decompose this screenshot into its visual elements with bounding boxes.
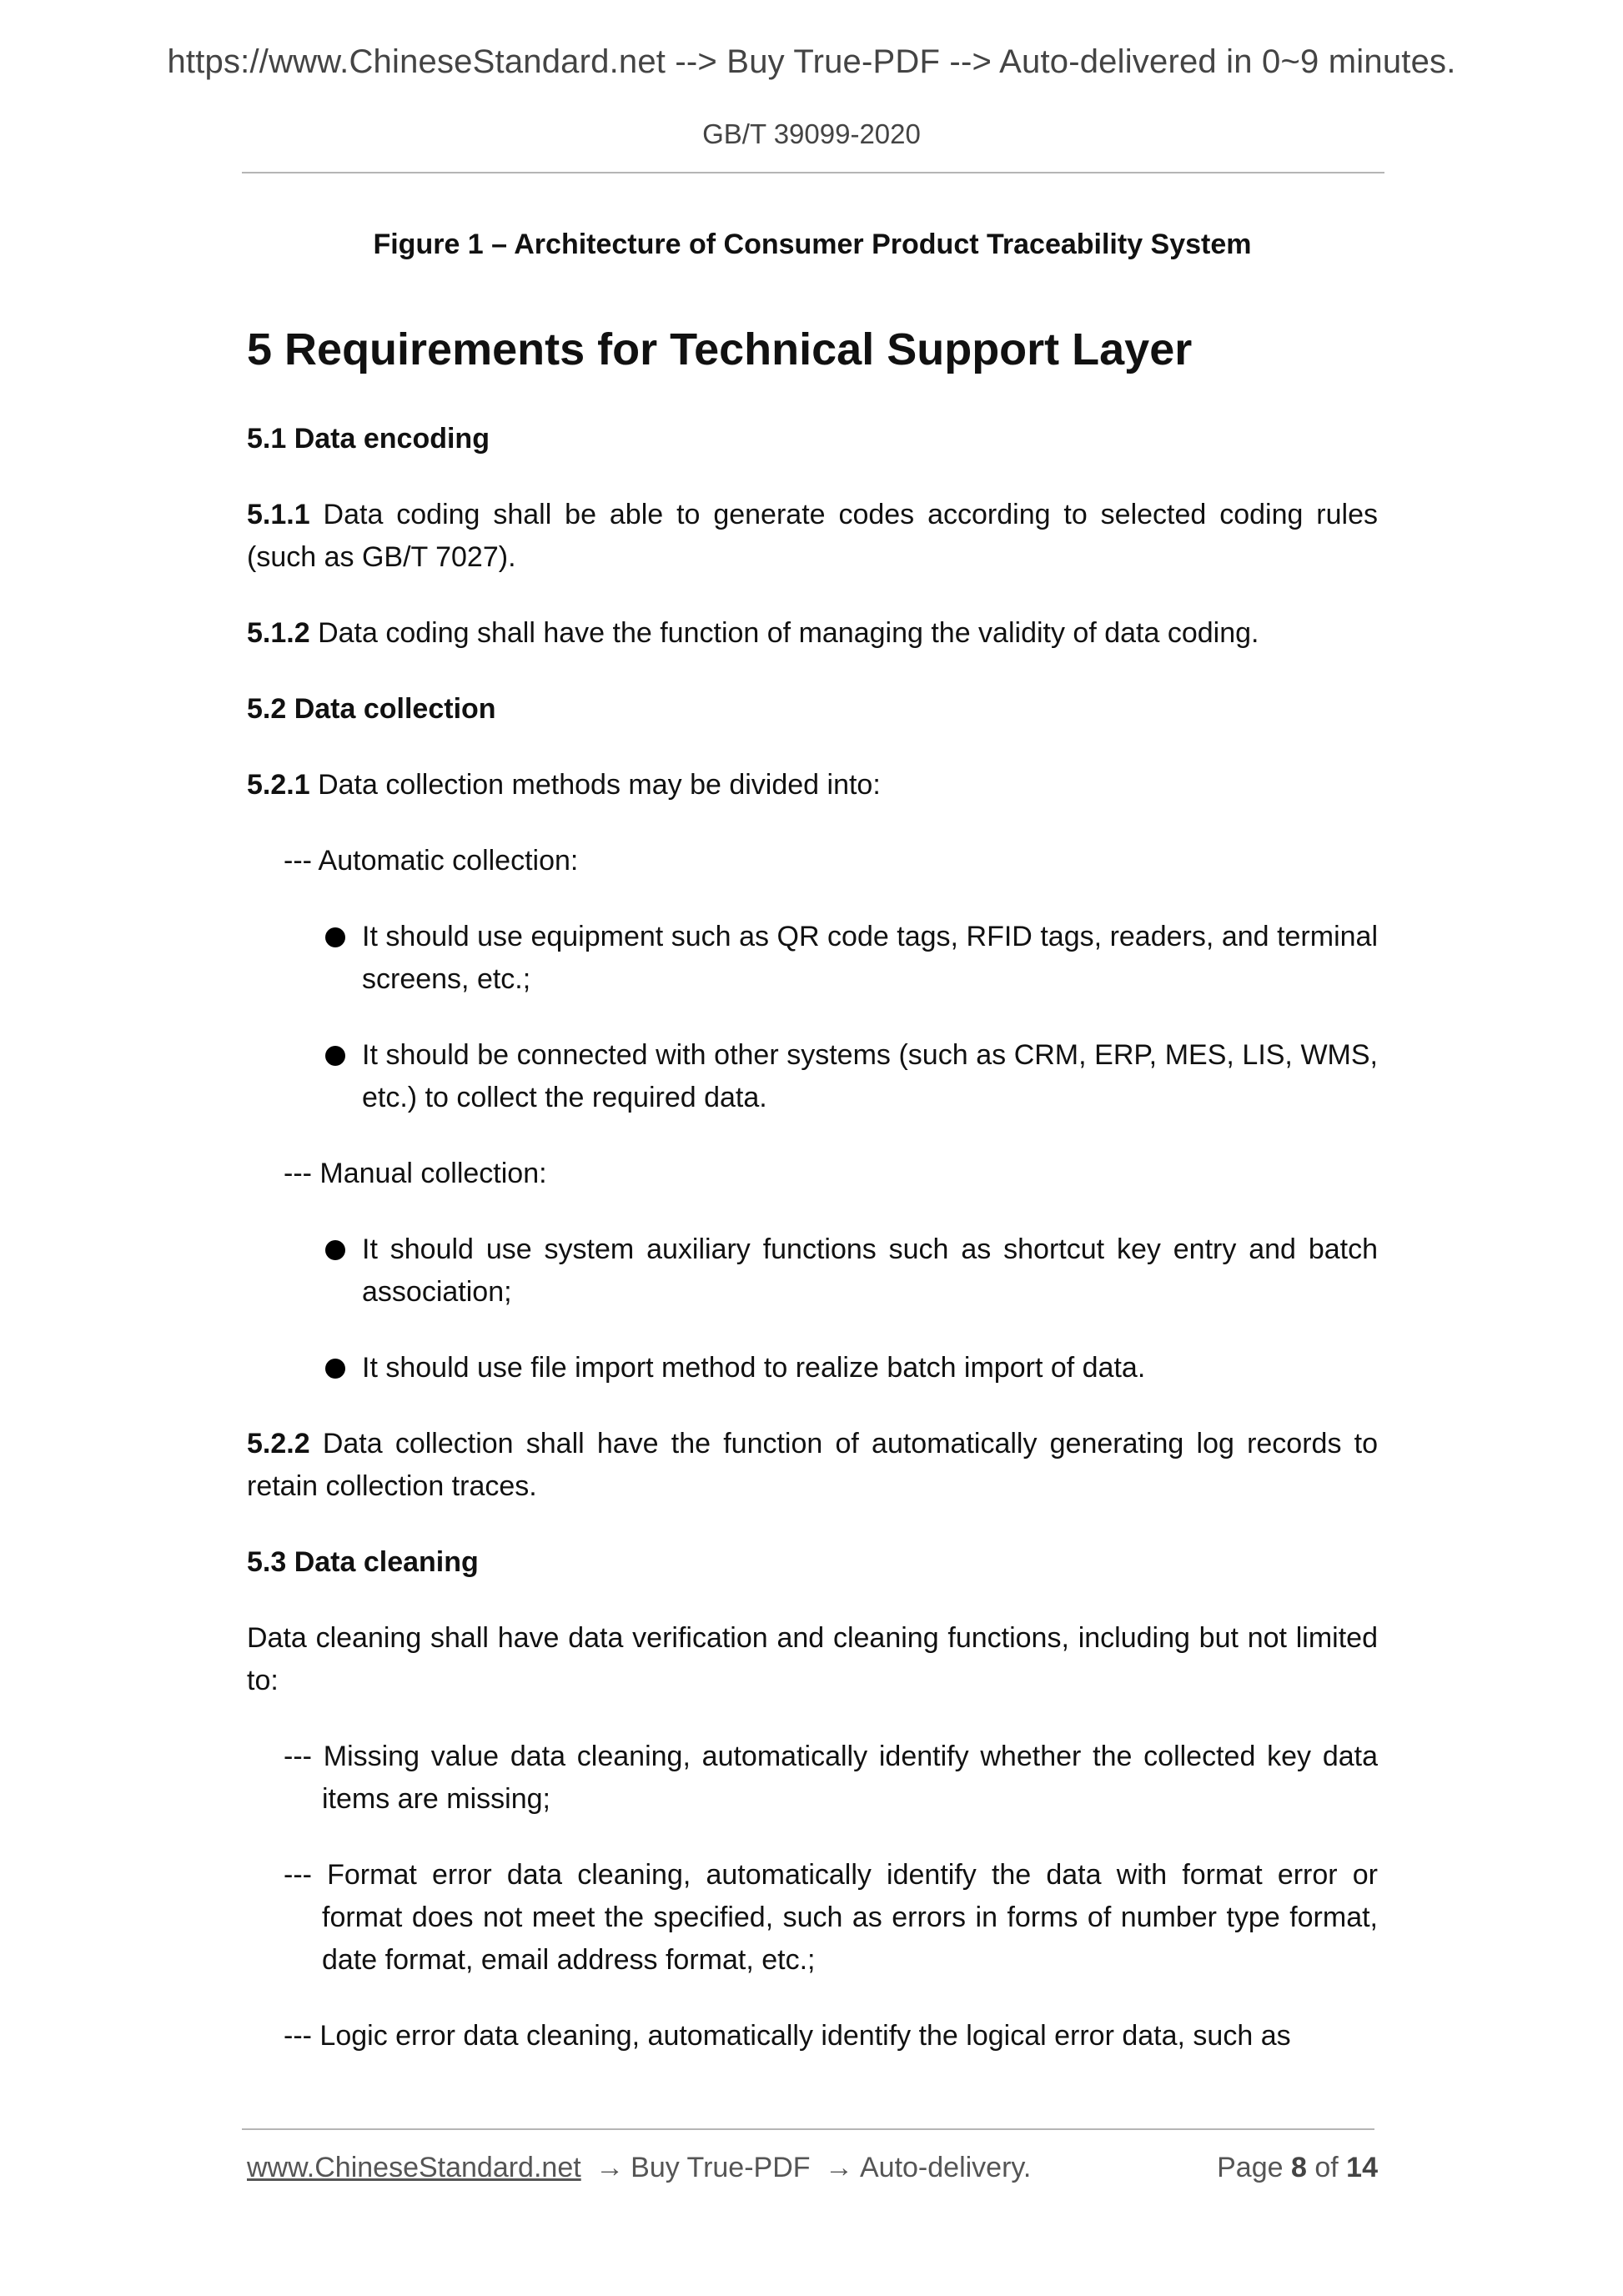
list-item: --- Format error data cleaning, automatically identify the data with format error or format does not meet the specified, such as errors in forms of number type format, date format, email address format, etc.; — [284, 1859, 1378, 1976]
bullet-icon — [325, 1046, 345, 1066]
clause-5-1-1 — [247, 494, 1378, 579]
section-title: 5 Requirements for Technical Support Layer — [247, 324, 1193, 374]
header-banner: https://www.ChineseStandard.net --> Buy True-PDF --> Auto-delivered in 0~9 minutes. — [167, 43, 1456, 80]
list-item — [362, 1034, 1378, 1119]
clause-text: Data coding shall be able to generate codes according to selected coding rules (such as GB/T 7027). — [247, 499, 1378, 573]
page-total: 14 — [1346, 2152, 1378, 2183]
page-number — [1217, 2152, 1378, 2184]
clause-5-2-1 — [247, 764, 1378, 806]
page-current: 8 — [1290, 2152, 1307, 2183]
arrow-right-icon: → — [824, 2152, 853, 2183]
list-item-text: It should use equipment such as QR code tags, RFID tags, readers, and terminal screens, etc.; — [362, 921, 1378, 995]
header-divider — [242, 172, 1384, 173]
clause-text: Data collection shall have the function of automatically generating log records to retain collection traces. — [247, 1428, 1378, 1502]
clause-number: 5.2.2 — [247, 1428, 310, 1459]
subsection-heading-5-1: 5.1 Data encoding — [247, 423, 490, 455]
list-item-text: It should use file import method to realize batch import of data. — [362, 1352, 1146, 1384]
subsection-heading-5-3: 5.3 Data cleaning — [247, 1546, 479, 1578]
list-item: --- Missing value data cleaning, automatically identify whether the collected key data items are missing; — [284, 1741, 1378, 1815]
clause-text: Data coding shall have the function of managing the validity of data coding. — [318, 617, 1259, 649]
footer-left — [247, 2152, 1031, 2184]
clause-number: 5.1.1 — [247, 499, 310, 530]
bullet-icon — [325, 927, 345, 947]
clause-5-3-intro: Data cleaning shall have data verification and cleaning functions, including but not limited to: — [247, 1622, 1378, 1696]
automatic-collection-label: --- Automatic collection: — [284, 845, 579, 877]
subsection-heading-5-2: 5.2 Data collection — [247, 693, 496, 725]
manual-collection-label: --- Manual collection: — [284, 1158, 547, 1189]
list-item — [362, 1228, 1378, 1314]
clause-5-1-2 — [247, 612, 1378, 655]
clause-number: 5.2.1 — [247, 769, 310, 801]
footer-delivery-text: Auto-delivery. — [859, 2152, 1032, 2183]
arrow-right-icon: → — [595, 2152, 625, 2183]
standard-code: GB/T 39099-2020 — [702, 118, 921, 149]
list-item-text: It should use system auxiliary functions such as shortcut key entry and batch association; — [362, 1233, 1378, 1308]
bullet-icon — [325, 1359, 345, 1379]
clause-text: Data collection methods may be divided into: — [318, 769, 881, 801]
list-item-text: It should be connected with other systems (such as CRM, ERP, MES, LIS, WMS, etc.) to collect the required data. — [362, 1039, 1378, 1113]
page-of: of — [1314, 2152, 1339, 2183]
footer-site-link[interactable]: www.ChineseStandard.net — [247, 2152, 581, 2183]
bullet-icon — [325, 1240, 345, 1260]
clause-number: 5.1.2 — [247, 617, 310, 649]
list-item: --- Logic error data cleaning, automatically identify the logical error data, such as — [284, 2020, 1291, 2052]
clause-5-2-2 — [247, 1423, 1378, 1508]
figure-caption: Figure 1 – Architecture of Consumer Product Traceability System — [373, 229, 1252, 260]
page-label: Page — [1217, 2152, 1284, 2183]
list-item — [362, 916, 1378, 1001]
footer-divider — [242, 2128, 1374, 2130]
list-item — [362, 1347, 1378, 1389]
footer-buy-text: Buy True-PDF — [631, 2152, 811, 2183]
page-body — [247, 224, 1378, 2091]
